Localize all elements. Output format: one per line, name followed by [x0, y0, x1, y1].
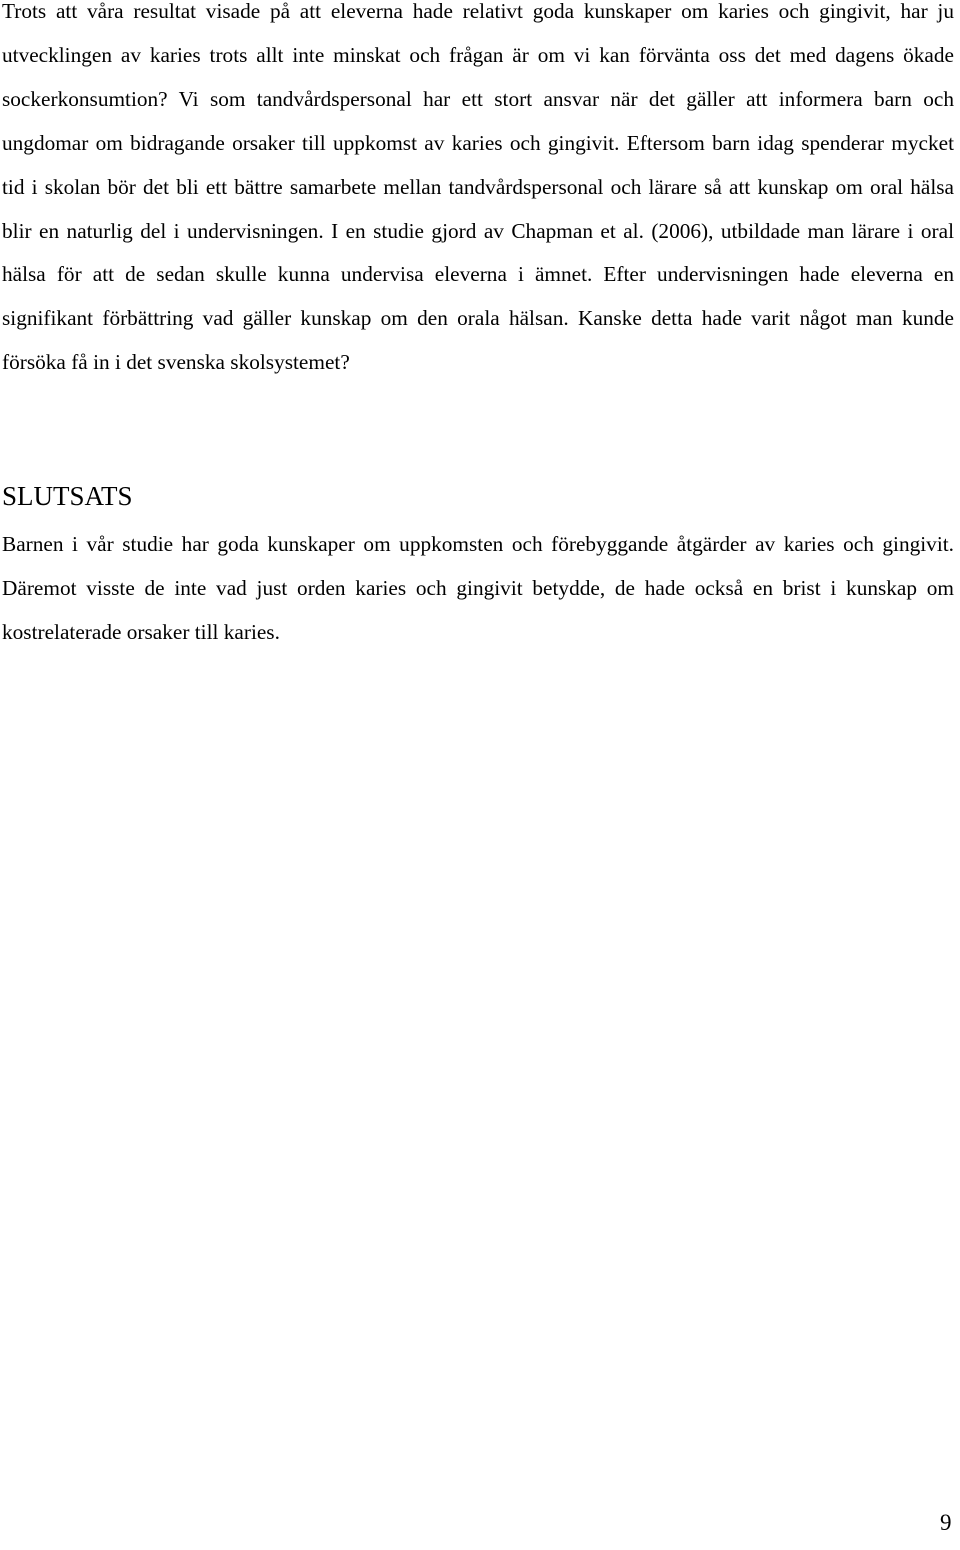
conclusion-paragraph: Barnen i vår studie har goda kunskaper om uppkomsten och förebyggande åtgärder av karies och gingivit. Däremot visste de inte vad just orden karies och gingivit betydde, de hade också en brist i kunskap om kostrelaterade orsaker till karies. — [2, 532, 954, 644]
section-heading-slutsats: SLUTSATS — [2, 481, 133, 511]
page-number: 9 — [940, 1510, 952, 1535]
discussion-paragraph: Trots att våra resultat visade på att eleverna hade relativt goda kunskaper om karies och gingivit, har ju utvecklingen av karies trots allt inte minskat och frågan är om vi kan förvänta oss det med dagens ökade sockerkonsumtion? Vi som tandvårdspersonal har ett stort ansvar när det gäller att informera barn och ungdomar om bidragande orsaker till uppkomst av karies och gingivit. Eftersom barn idag spenderar mycket tid i skolan bör det bli ett bättre samarbete mellan tandvårdspersonal och lärare så att kunskap om oral hälsa blir en naturlig del i undervisningen. I en studie gjord av Chapman et al. (2006), utbildade man lärare i oral hälsa för att de sedan skulle kunna undervisa eleverna i ämnet. Efter undervisningen hade eleverna en signifikant förbättring vad gäller kunskap om den orala hälsan. Kanske detta hade varit något man kunde försöka få in i det svenska skolsystemet? — [2, 0, 954, 375]
